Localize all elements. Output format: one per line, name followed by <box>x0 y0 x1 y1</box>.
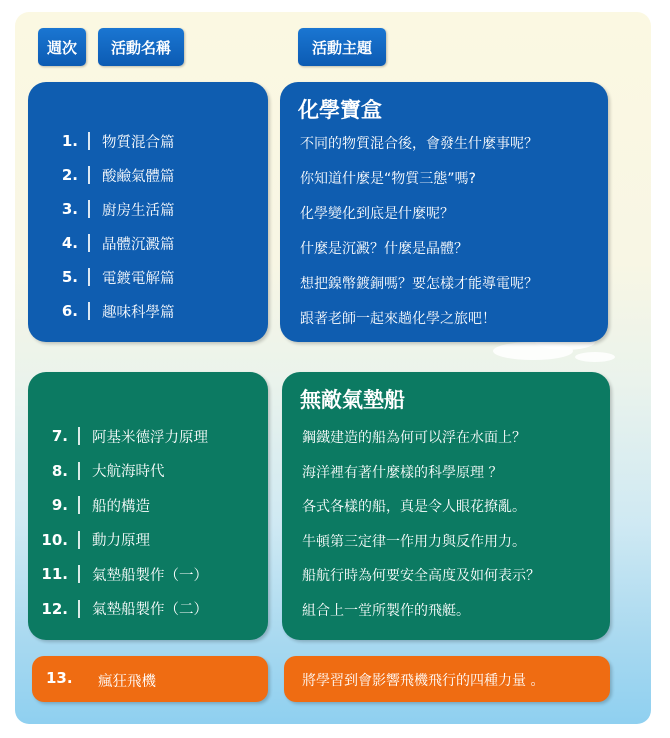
week-name: 船的構造 <box>92 498 150 515</box>
unit2-weeks-box <box>28 372 268 640</box>
week-row <box>28 124 175 158</box>
week-number: 10. <box>41 530 68 549</box>
week-number: 1. <box>61 132 78 150</box>
theme-question: 不同的物質混合後，會發生什麼事呢？ <box>300 136 538 152</box>
week-number: 5. <box>61 268 78 286</box>
theme-question: 海洋裡有著什麼樣的科學原理 ？ <box>302 464 503 481</box>
week-name: 趣味科學篇 <box>102 304 175 321</box>
week-row <box>28 226 175 260</box>
week-name: 物質混合篇 <box>102 134 175 151</box>
week-number: 11. <box>41 565 68 583</box>
week-number: 7. <box>51 427 68 445</box>
week-name: 酸鹼氣體篇 <box>102 168 175 185</box>
unit3-theme-box <box>284 656 610 702</box>
week-name: 電鍍電解篇 <box>102 270 175 287</box>
theme-question: 跟著老師一起來趟化學之旅吧！ <box>300 311 496 327</box>
week-row <box>28 158 175 192</box>
week-divider <box>78 462 80 480</box>
week-divider <box>88 200 90 218</box>
week-divider <box>88 268 90 286</box>
week-divider <box>78 600 80 618</box>
week-row <box>28 454 165 488</box>
week-number: 9. <box>51 496 68 514</box>
unit1-weeks-box <box>28 82 268 342</box>
week-row <box>28 192 175 226</box>
week-name: 廚房生活篇 <box>102 202 175 219</box>
week-name: 動力原理 <box>92 533 150 549</box>
unit3-weeks-box <box>32 656 268 702</box>
unit2-title: 無敵氣墊船 <box>300 388 405 412</box>
unit2-theme-box <box>282 372 610 640</box>
theme-question: 什麼是沉澱？什麼是晶體？ <box>300 241 468 257</box>
unit3-theme: 將學習到會影響飛機飛行的四種力量 。 <box>302 673 545 689</box>
week-number: 3. <box>61 200 78 218</box>
week-row <box>28 488 150 522</box>
theme-question: 組合上一堂所製作的飛艇。 <box>302 602 470 619</box>
week-row <box>28 523 150 557</box>
week-name: 晶體沉澱篇 <box>102 236 175 253</box>
week-row <box>28 557 208 591</box>
week-row <box>28 260 175 294</box>
theme-question: 船航行時為何要安全高度及如何表示？ <box>302 568 540 584</box>
week-divider <box>88 166 90 184</box>
theme-question: 化學變化到底是什麼呢？ <box>300 206 454 222</box>
week-divider <box>88 132 90 150</box>
theme-question: 你知道什麼是“物質三態”嗎? <box>300 171 476 187</box>
week-number: 6. <box>61 302 78 320</box>
week-divider <box>78 531 80 549</box>
unit3-week-name: 瘋狂飛機 <box>98 674 156 690</box>
unit3-week-number: 13. <box>46 669 73 687</box>
week-name: 阿基米德浮力原理 <box>92 429 208 446</box>
week-divider <box>78 565 80 583</box>
theme-question: 牛頓第三定律一作用力與反作用力。 <box>302 533 526 550</box>
week-name: 氣墊船製作（一） <box>92 567 208 584</box>
week-name: 氣墊船製作（二） <box>92 602 208 618</box>
cloud-decoration <box>575 352 615 362</box>
week-divider <box>88 302 90 320</box>
theme-question: 各式各樣的船，真是令人眼花撩亂。 <box>302 499 526 515</box>
header-activity-name: 活動名稱 <box>98 28 184 66</box>
week-divider <box>78 427 80 445</box>
week-divider <box>78 496 80 514</box>
week-row <box>28 419 208 453</box>
week-divider <box>88 234 90 252</box>
theme-question: 鋼鐵建造的船為何可以浮在水面上？ <box>302 430 526 446</box>
header-week: 週次 <box>38 28 86 66</box>
header-activity-theme: 活動主題 <box>298 28 386 66</box>
week-number: 4. <box>61 234 78 252</box>
week-number: 12. <box>41 599 68 618</box>
week-name: 大航海時代 <box>92 464 165 480</box>
unit1-theme-box <box>280 82 608 342</box>
week-number: 2. <box>61 166 78 184</box>
unit1-title: 化學寶盒 <box>298 98 382 122</box>
week-row <box>28 294 175 328</box>
theme-question: 想把鎳幣鍍銅嗎？要怎樣才能導電呢？ <box>300 276 538 292</box>
week-row <box>28 592 208 626</box>
week-number: 8. <box>51 461 68 480</box>
